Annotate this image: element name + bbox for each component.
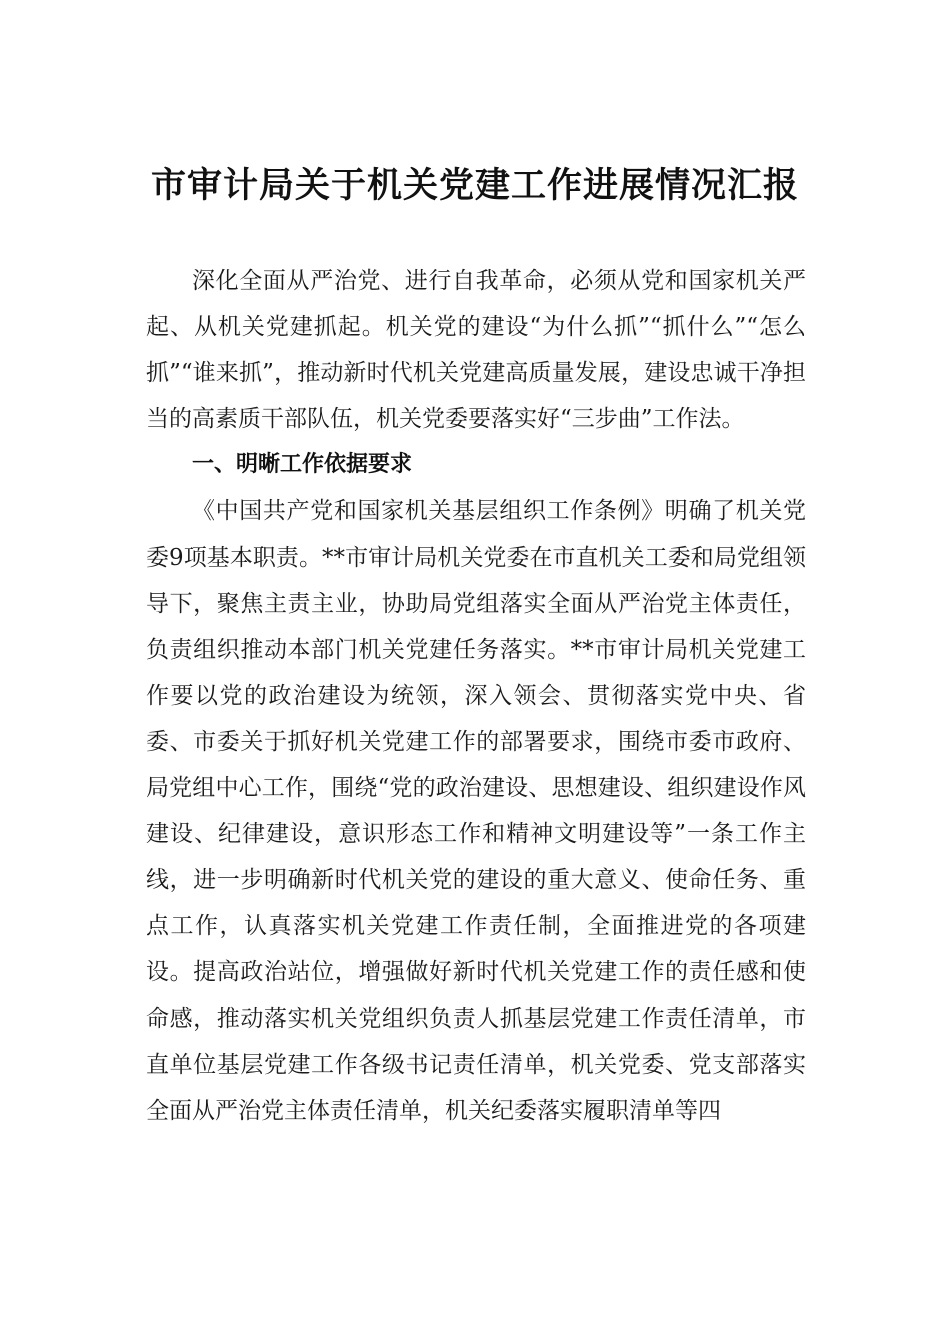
intro-paragraph: 深化全面从严治党、进行自我革命，必须从党和国家机关严起、从机关党建抓起。机关党的建设“为什么抓”“抓什么”“怎么抓”“谁来抓”，推动新时代机关党建高质量发展，建设忠诚干净担当的高素质干部队伍，机关党委要落实好“三步曲”工作法。	[146, 268, 806, 433]
section-paragraph: 《中国共产党和国家机关基层组织工作条例》明确了机关党委9项基本职责。**市审计局机关党委在市直机关工委和局党组领导下，聚焦主责主业，协助局党组落实全面从严治党主体责任，负责组织推动本部门机关党建任务落实。**市审计局机关党建工作要以党的政治建设为统领，深入领会、贯彻落实党中央、省委、市委关于抓好机关党建工作的部署要求，围绕市委市政府、局党组中心工作，围绕“党的政治建设、思想建设、组织建设作风建设、纪律建设，意识形态工作和精神文明建设等”一条工作主线，进一步明确新时代机关党的建设的重大意义、使命任务、重点工作，认真落实机关党建工作责任制，全面推进党的各项建设。提高政治站位，增强做好新时代机关党建工作的责任感和使命感，推动落实机关党组织负责人抓基层党建工作责任清单，市直单位基层党建工作各级书记责任清单，机关党委、党支部落实全面从严治党主体责任清单，机关纪委落实履职清单等四	[146, 498, 806, 1124]
section-heading: 一、明晰工作依据要求	[192, 452, 413, 478]
document-body	[146, 258, 806, 1134]
document-title: 市审计局关于机关党建工作进展情况汇报	[150, 165, 799, 206]
